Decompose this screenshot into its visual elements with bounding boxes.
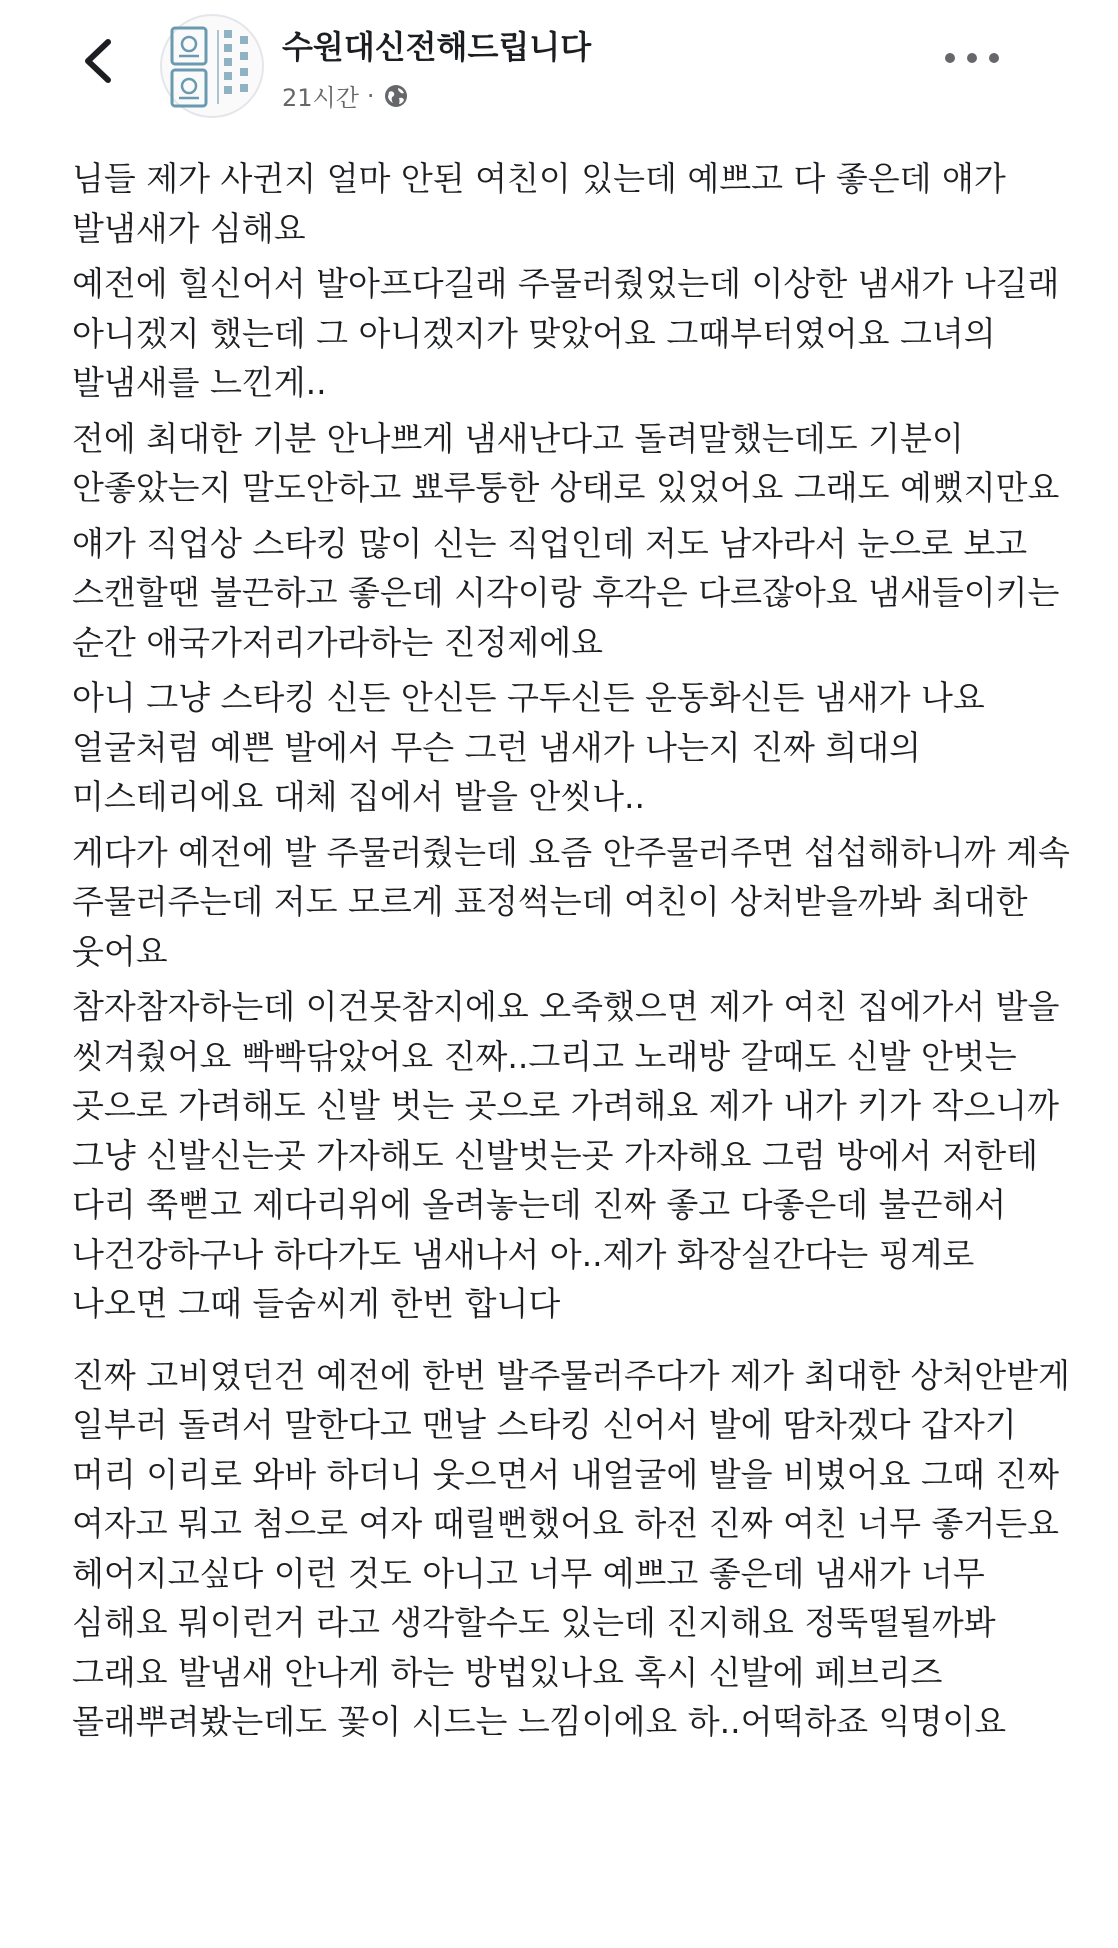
meta-separator: · <box>366 81 375 110</box>
post-paragraph: 전에 최대한 기분 안나쁘게 냄새난다고 돌려말했는데도 기분이 안좋았는지 말도안하고 뾰루퉁한 상태로 있었어요 그래도 예뻤지만요 <box>72 418 1060 507</box>
post-paragraph: 아니 그냥 스타킹 신든 안신든 구두신든 운동화신든 냄새가 나요 얼굴처럼 예쁜 발에서 무슨 그런 냄새가 나는지 진짜 희대의 미스테리에요 대체 집에서 발을 안씻나.. <box>72 678 985 816</box>
post-body <box>72 154 1072 1753</box>
post-paragraph: 진짜 고비였던건 예전에 한번 발주물러주다가 제가 최대한 상처안받게 일부러 돌려서 말한다고 맨날 스타킹 신어서 발에 땀차겠다 갑자기 머리 이리로 와바 하더니 웃으면서 내얼굴에 발을 비볐어요 그때 진짜 여자고 뭐고 첨으로 여자 때릴뻔했어요 하전 진짜 여친 너무 좋거든요 헤어지고싶다 이런 것도 아니고 너무 예쁘고 좋은데 냄새가 너무 심해요 뭐이런거 라고 생각할수도 있는데 진지해요 정뚝떨될까봐 그래요 발냄새 안나게 하는 방법있나요 혹시 신발에 페브리즈 몰래뿌려봤는데도 꽃이 시드는 느낌이에요 하..어떡하죠 익명이요 <box>72 1355 1070 1741</box>
page-name[interactable]: 수원대신전해드립니다 <box>282 28 592 66</box>
post-timestamp[interactable]: 21시간 <box>282 84 359 112</box>
post-paragraph: 얘가 직업상 스타킹 많이 신는 직업인데 저도 남자라서 눈으로 보고 스캔할땐 불끈하고 좋은데 시각이랑 후각은 다르잖아요 냄새들이키는 순간 애국가저리가라하는 진정제에요 <box>72 523 1060 662</box>
page-logo-avatar <box>162 16 262 116</box>
more-horizontal-icon <box>940 46 1004 70</box>
more-options-button[interactable] <box>940 46 1004 70</box>
globe-icon <box>383 83 409 109</box>
chevron-left-icon <box>78 36 118 86</box>
post-meta <box>282 78 409 113</box>
post-paragraph: 예전에 힐신어서 발아프다길래 주물러줬었는데 이상한 냄새가 나길래 아니겠지 했는데 그 아니겠지가 맞았어요 그때부터였어요 그녀의 발냄새를 느낀게.. <box>72 264 1060 402</box>
post-header <box>0 0 1118 130</box>
post-paragraph: 님들 제가 사귄지 얼마 안된 여친이 있는데 예쁘고 다 좋은데 얘가 발냄새가 심해요 <box>72 159 1006 248</box>
post-paragraph: 게다가 예전에 발 주물러줬는데 요즘 안주물러주면 섭섭해하니까 계속 주물러주는데 저도 모르게 표정썩는데 여친이 상처받을까봐 최대한 웃어요 <box>72 832 1070 971</box>
post-paragraph: 참자참자하는데 이건못참지에요 오죽했으면 제가 여친 집에가서 발을 씻겨줬어요 빡빡닦았어요 진짜..그리고 노래방 갈때도 신발 안벗는 곳으로 가려해도 신발 벗는 곳으로 가려해요 제가 내가 키가 작으니까 그냥 신발신는곳 가자해도 신발벗는곳 가자해요 그럼 방에서 저한테 다리 쭉뻗고 제다리위에 올려놓는데 진짜 좋고 다좋은데 불끈해서 나건강하구나 하다가도 냄새나서 아..제가 화장실간다는 핑계로 나오면 그때 들숨씨게 한번 합니다 <box>72 987 1060 1323</box>
back-button[interactable] <box>78 36 118 86</box>
page-avatar[interactable] <box>160 14 264 118</box>
